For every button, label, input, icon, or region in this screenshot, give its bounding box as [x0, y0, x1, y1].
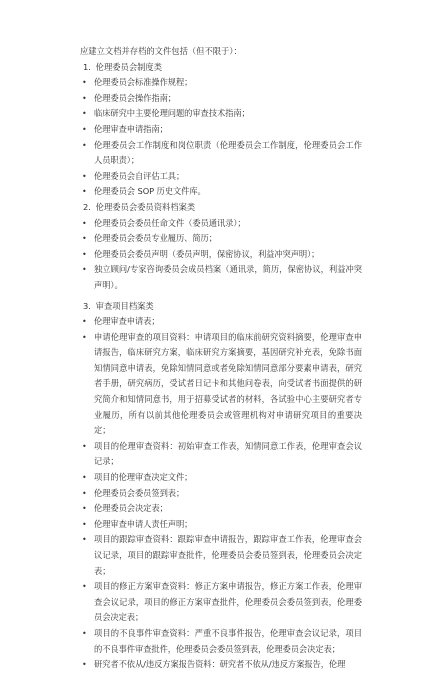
list-item-text: 伦理委员会自评估工具；	[94, 170, 185, 181]
section-heading	[83, 299, 413, 315]
list-item	[82, 314, 362, 330]
list-item-text: 伦理委员会决定表；	[94, 503, 168, 514]
list-item-text: 伦理审查申请表；	[94, 316, 160, 327]
list-item	[82, 169, 362, 185]
list-item-text: 项目的伦理审查资料：初始审查工作表，知情同意工作表，伦理审查会议记录；	[94, 440, 362, 467]
bullet-dot-icon: •	[82, 473, 87, 483]
list-item-text: 伦理审查申请指南；	[94, 123, 168, 134]
bullet-dot-icon: •	[82, 628, 87, 638]
list-item-text: 伦理委员会委员签到表；	[94, 487, 185, 498]
list-item	[82, 216, 362, 232]
bullet-dot-icon: •	[82, 504, 87, 514]
bullet-dot-icon: •	[82, 93, 87, 103]
list-item	[82, 501, 362, 517]
bullet-dot-icon: •	[82, 332, 87, 342]
list-item-text: 伦理委员会工作制度和岗位职责（伦理委员会工作制度，伦理委员会工作人员职责）；	[94, 139, 362, 166]
list-item	[82, 184, 362, 200]
list-item-text: 项目的不良事件审查资料：严重不良事件报告，伦理审查会议记录，项目的不良事件审查批件，伦理委员会委员签到表，伦理委员会决定表；	[94, 627, 362, 654]
list-item-text: 伦理委员会标准操作规程；	[94, 77, 193, 88]
list-item-text: 伦理委员会委员声明（委员声明，保密协议，利益冲突声明）；	[94, 248, 320, 259]
list-item-text: 伦理审查申请人责任声明；	[94, 518, 193, 529]
bullet-dot-icon: •	[82, 535, 87, 545]
section-number: 3.	[83, 300, 91, 311]
list-item-text: 申请伦理审查的项目资料：申请项目的临床前研究资料摘要，伦理审查申请报告，临床研究方案，临床研究方案摘要，基因研究补充表，免除书面知情同意申请表，免除知情同意或者免除知情同意部分要素申请表，研究者手册，研究病历，受试者日记卡和其他问卷表，向受试者书面提供的研究简介和知情同意书，用于招募受试者的材料，各试验中心主要研究者专业履历，所有以前其他伦理委员会或管理机构对申请研究项目的重要决定；	[94, 331, 362, 436]
bullet-dot-icon: •	[82, 234, 87, 244]
list-item	[82, 247, 362, 263]
bullet-dot-icon: •	[82, 441, 87, 451]
bullet-dot-icon: •	[82, 124, 87, 134]
list-item	[82, 439, 362, 470]
section-heading	[83, 200, 413, 216]
bullet-dot-icon: •	[82, 519, 87, 529]
bullet-dot-icon: •	[82, 265, 87, 275]
section-title: 伦理委员会委员资料档案类	[95, 201, 196, 212]
bullet-dot-icon: •	[82, 109, 87, 119]
list-item-text: 项目的伦理审查决定文件；	[94, 472, 193, 483]
list-item	[82, 626, 362, 657]
list-item	[82, 138, 362, 169]
list-item-text: 伦理委员会操作指南；	[94, 92, 176, 103]
section-list	[0, 216, 430, 294]
section-number: 1.	[83, 61, 91, 72]
bullet-dot-icon: •	[82, 660, 87, 670]
section-number: 2.	[83, 201, 91, 212]
document-body	[0, 44, 430, 673]
list-item	[82, 91, 362, 107]
list-item-text: 独立顾问/专家咨询委员会成员档案（通讯录，简历，保密协议，利益冲突声明）。	[94, 264, 362, 290]
bullet-dot-icon: •	[82, 317, 87, 327]
list-item-text: 研究者不依从/违反方案报告资料：研究者不依从/违反方案报告，伦理	[94, 659, 346, 670]
section-heading	[83, 60, 413, 76]
intro-text: 应建立文档并存档的文件包括（但不限于）：	[80, 46, 242, 56]
bullet-dot-icon: •	[82, 171, 87, 181]
section-list	[0, 75, 430, 200]
list-item-text: 项目的修正方案审查资料：修正方案申请报告，修正方案工作表，伦理审查会议记录，项目的修正方案审查批件，伦理委员会委员签到表，伦理委员会决定表；	[94, 581, 362, 623]
list-item-text: 伦理委员会委员任命文件（委员通讯录）；	[94, 217, 246, 228]
bullet-dot-icon: •	[82, 582, 87, 592]
bullet-dot-icon: •	[82, 218, 87, 228]
list-item	[82, 262, 362, 293]
list-item	[82, 579, 362, 626]
section-title: 伦理委员会制度类	[95, 61, 163, 72]
bullet-dot-icon: •	[82, 140, 87, 150]
list-item	[82, 330, 362, 439]
list-item-text: 项目的跟踪审查资料：跟踪审查申请报告，跟踪审查工作表，伦理审查会议记录，项目的跟踪审查批件，伦理委员会委员签到表，伦理委员会决定表；	[94, 534, 362, 576]
list-item	[82, 486, 362, 502]
section-list	[0, 314, 430, 673]
bullet-dot-icon: •	[82, 488, 87, 498]
list-item	[82, 75, 362, 91]
list-item	[82, 231, 362, 247]
list-item-text: 伦理委员会 SOP 历史文件库。	[94, 186, 206, 197]
list-item-text: 临床研究中主要伦理问题的审查技术指南；	[94, 108, 250, 119]
list-item	[82, 470, 362, 486]
bullet-dot-icon: •	[82, 249, 87, 259]
list-item	[82, 657, 362, 673]
list-item	[82, 122, 362, 138]
bullet-dot-icon: •	[82, 187, 87, 197]
list-item	[82, 106, 362, 122]
section-title: 审查项目档案类	[95, 300, 154, 311]
list-item	[82, 517, 362, 533]
bullet-dot-icon: •	[82, 78, 87, 88]
list-item	[82, 532, 362, 579]
list-item-text: 伦理委员会委员专业履历、简历；	[94, 233, 217, 244]
